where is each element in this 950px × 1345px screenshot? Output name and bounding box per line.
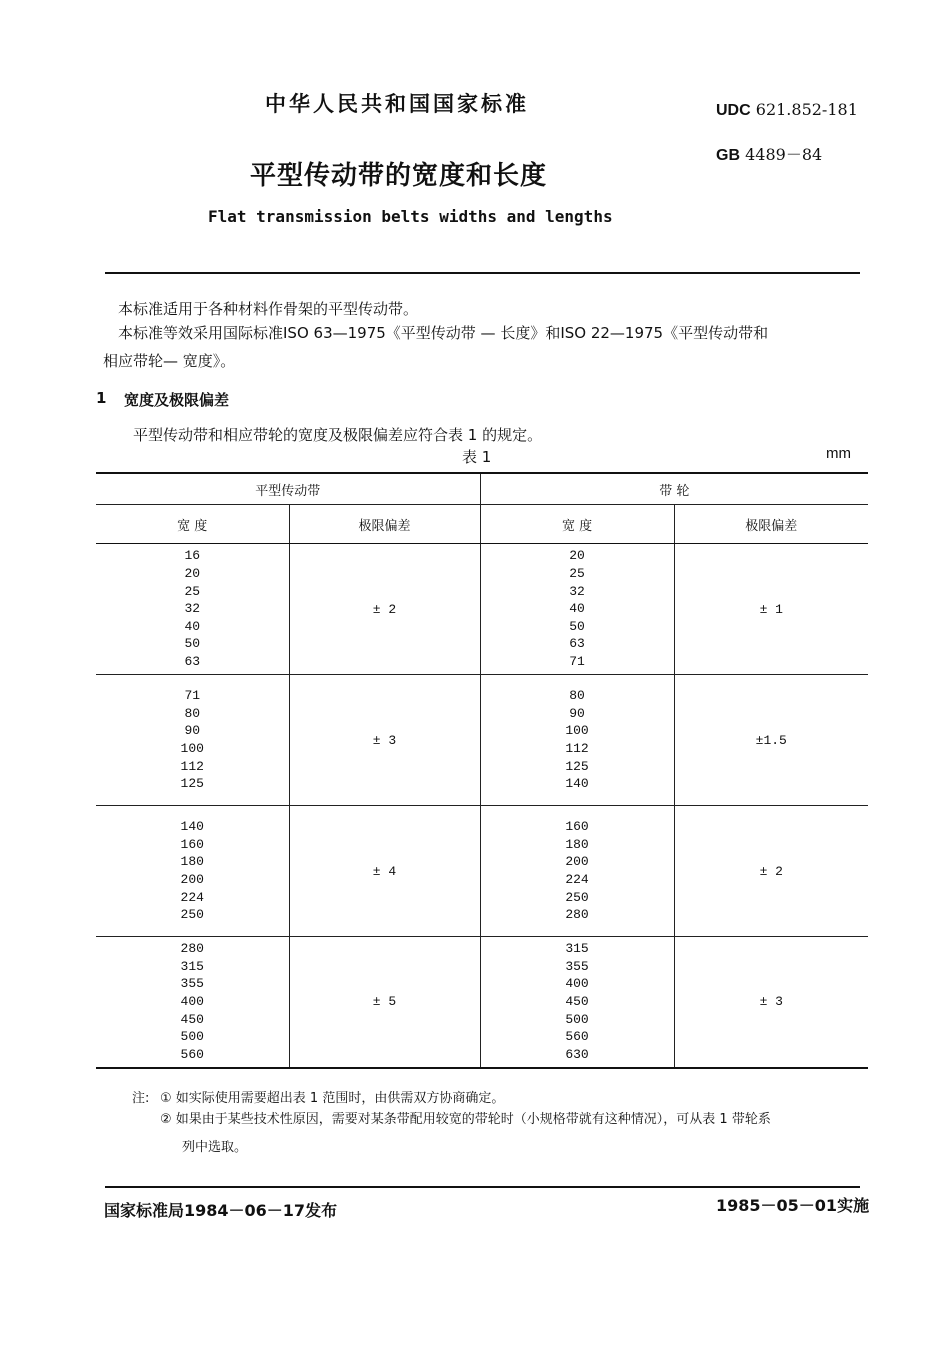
belt-width-value: 125 bbox=[180, 776, 204, 792]
note-1: ① 如实际使用需要超出表 1 范围时，由供需双方协商确定。 bbox=[160, 1091, 505, 1106]
table-row bbox=[96, 937, 868, 1068]
belt-tolerance-cell: ± 5 bbox=[289, 937, 480, 1068]
pulley-width-value: 315 bbox=[565, 941, 589, 957]
col-header-belt-width: 宽 度 bbox=[96, 505, 289, 544]
belt-width-value: 80 bbox=[184, 705, 201, 721]
standard-type-heading: 中华人民共和国国家标准 bbox=[265, 92, 529, 116]
belt-width-value: 100 bbox=[180, 741, 204, 756]
issue-date: 国家标准局1984－06－17发布 bbox=[104, 1201, 338, 1220]
section-number: 1 bbox=[96, 389, 107, 407]
col-header-pulley-width: 宽 度 bbox=[480, 505, 674, 544]
belt-width-value: 250 bbox=[180, 907, 204, 923]
belt-width-value: 40 bbox=[184, 618, 201, 634]
gb-value: 4489－84 bbox=[745, 145, 823, 164]
pulley-width-value: 50 bbox=[569, 618, 585, 634]
belt-width-value: 315 bbox=[180, 958, 204, 974]
pulley-width-value: 180 bbox=[565, 836, 589, 852]
pulley-width-value: 25 bbox=[569, 566, 585, 582]
belt-width-cell bbox=[96, 937, 289, 1068]
pulley-tolerance-cell: ± 3 bbox=[674, 937, 868, 1068]
pulley-tolerance-cell: ± 1 bbox=[674, 544, 868, 675]
page-title: 平型传动带的宽度和长度 bbox=[250, 161, 548, 191]
belt-tolerance-cell: ± 2 bbox=[289, 544, 480, 675]
adoption-paragraph-line2: 相应带轮— 宽度》。 bbox=[103, 352, 236, 370]
table-unit: mm bbox=[826, 445, 851, 462]
belt-tolerance-cell: ± 4 bbox=[289, 806, 480, 937]
belt-width-value: 90 bbox=[184, 723, 201, 739]
pulley-width-cell bbox=[480, 937, 674, 1068]
effective-date: 1985－05－01实施 bbox=[716, 1196, 870, 1215]
belt-width-value: 280 bbox=[180, 941, 204, 957]
pulley-width-value: 400 bbox=[565, 976, 589, 992]
belt-width-value: 25 bbox=[184, 583, 201, 599]
col-header-belt-tolerance: 极限偏差 bbox=[289, 505, 480, 544]
gb-label: GB bbox=[716, 147, 740, 164]
belt-width-value: 20 bbox=[184, 566, 201, 582]
section-paragraph: 平型传动带和相应带轮的宽度及极限偏差应符合表 1 的规定。 bbox=[133, 426, 543, 444]
belt-width-value: 400 bbox=[180, 993, 204, 1009]
table-row bbox=[96, 675, 868, 806]
belt-width-value: 16 bbox=[184, 548, 201, 564]
pulley-width-value: 112 bbox=[565, 741, 589, 756]
note-2-line2: 列中选取。 bbox=[182, 1140, 248, 1155]
pulley-width-value: 100 bbox=[565, 723, 589, 739]
pulley-width-value: 200 bbox=[565, 854, 589, 870]
header-divider bbox=[105, 272, 860, 274]
pulley-width-value: 140 bbox=[565, 776, 589, 792]
belt-width-value: 450 bbox=[180, 1011, 204, 1027]
pulley-width-cell bbox=[480, 675, 674, 806]
belt-width-value: 500 bbox=[180, 1029, 204, 1045]
pulley-tolerance-cell: ±1.5 bbox=[674, 675, 868, 806]
belt-width-value: 180 bbox=[180, 854, 204, 870]
belt-width-value: 112 bbox=[180, 758, 204, 774]
belt-width-value: 71 bbox=[184, 688, 201, 704]
col-header-pulley-tolerance: 极限偏差 bbox=[674, 505, 868, 544]
pulley-width-value: 250 bbox=[565, 889, 589, 905]
pulley-width-value: 560 bbox=[565, 1029, 589, 1045]
belt-width-value: 560 bbox=[180, 1046, 204, 1062]
table-row bbox=[96, 806, 868, 937]
pulley-width-value: 40 bbox=[569, 601, 585, 617]
group-header-belt: 平型传动带 bbox=[96, 473, 480, 505]
belt-width-cell bbox=[96, 806, 289, 937]
belt-width-value: 355 bbox=[180, 976, 204, 992]
pulley-width-value: 450 bbox=[565, 993, 589, 1009]
pulley-width-value: 125 bbox=[565, 758, 589, 774]
table-row bbox=[96, 544, 868, 675]
table-caption: 表 1 bbox=[462, 448, 492, 466]
pulley-width-value: 280 bbox=[565, 907, 589, 923]
belt-width-value: 140 bbox=[180, 819, 204, 835]
pulley-width-value: 32 bbox=[569, 583, 585, 599]
note-2-line1: ② 如果由于某些技术性原因，需要对某条带配用较宽的带轮时（小规格带就有这种情况），可从表 1 带轮系 bbox=[160, 1112, 771, 1127]
pulley-width-value: 355 bbox=[565, 958, 589, 974]
pulley-width-value: 500 bbox=[565, 1011, 589, 1027]
pulley-width-value: 630 bbox=[565, 1046, 589, 1062]
pulley-width-value: 20 bbox=[569, 548, 585, 564]
belt-width-value: 63 bbox=[184, 653, 201, 669]
belt-width-value: 200 bbox=[180, 872, 204, 887]
pulley-width-value: 71 bbox=[569, 653, 585, 669]
belt-width-value: 32 bbox=[184, 601, 201, 617]
notes-label: 注: bbox=[132, 1091, 150, 1106]
group-header-pulley: 带 轮 bbox=[480, 473, 868, 505]
width-tolerance-table bbox=[96, 472, 868, 1069]
pulley-width-cell bbox=[480, 544, 674, 675]
belt-tolerance-cell: ± 3 bbox=[289, 675, 480, 806]
pulley-width-value: 63 bbox=[569, 636, 585, 652]
belt-width-value: 160 bbox=[180, 836, 204, 852]
belt-width-cell bbox=[96, 675, 289, 806]
adoption-paragraph-line1: 本标准等效采用国际标准ISO 63—1975《平型传动带 — 长度》和ISO 22—1975《平型传动带和 bbox=[118, 324, 769, 342]
udc-label: UDC bbox=[716, 102, 751, 119]
udc-code bbox=[716, 100, 858, 120]
pulley-width-cell bbox=[480, 806, 674, 937]
pulley-width-value: 80 bbox=[569, 688, 585, 704]
pulley-width-value: 160 bbox=[565, 819, 589, 835]
pulley-tolerance-cell: ± 2 bbox=[674, 806, 868, 937]
belt-width-cell bbox=[96, 544, 289, 675]
belt-width-value: 50 bbox=[184, 636, 201, 652]
page-title-english: Flat transmission belts widths and lengths bbox=[208, 207, 613, 226]
pulley-width-value: 90 bbox=[569, 705, 585, 721]
pulley-width-value: 224 bbox=[565, 872, 589, 887]
udc-value: 621.852-181 bbox=[755, 100, 858, 119]
section-heading: 宽度及极限偏差 bbox=[124, 391, 230, 409]
footer-divider bbox=[105, 1186, 860, 1188]
scope-paragraph: 本标准适用于各种材料作骨架的平型传动带。 bbox=[118, 300, 419, 318]
gb-code bbox=[716, 142, 822, 165]
belt-width-value: 224 bbox=[180, 889, 204, 905]
